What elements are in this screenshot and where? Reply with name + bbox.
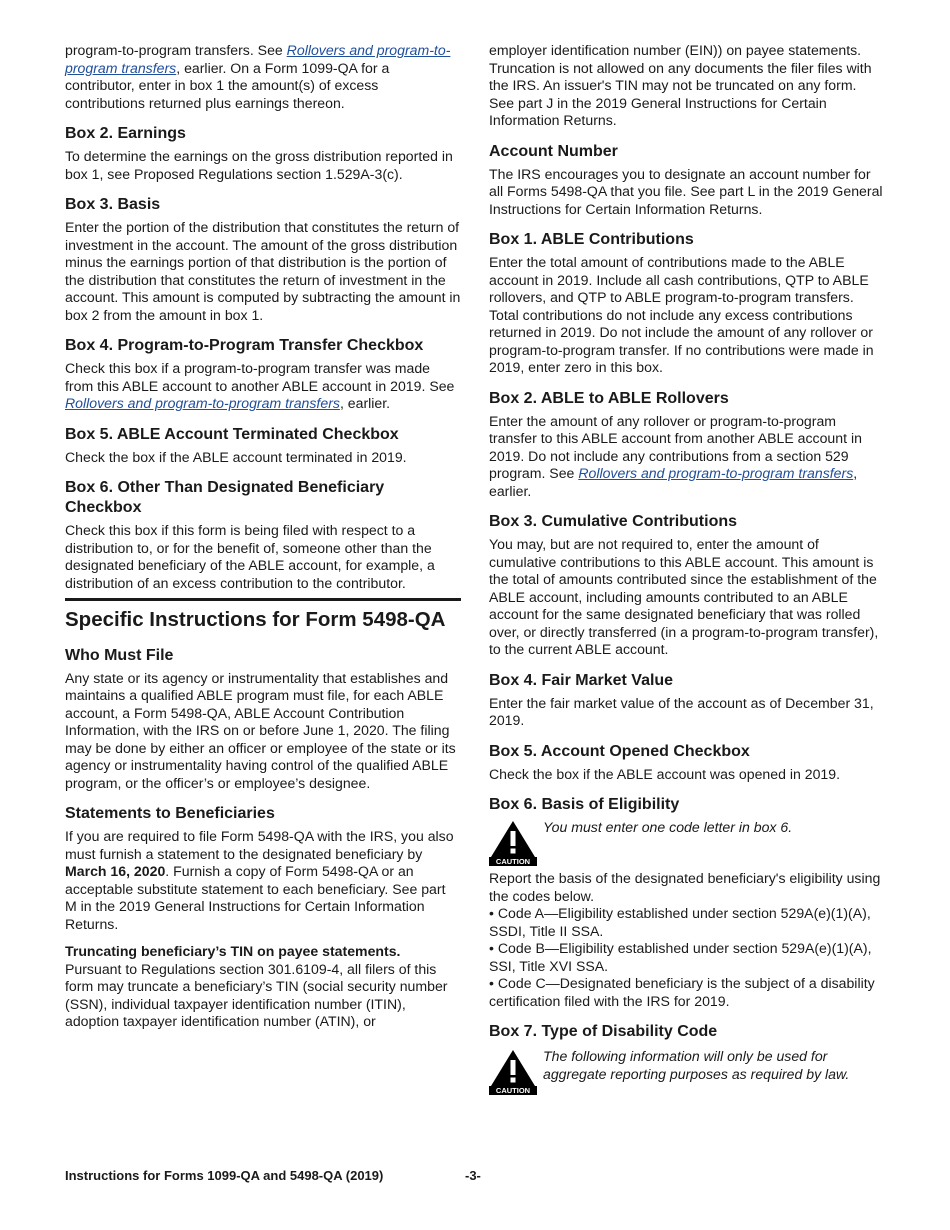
left-column [65,42,461,1031]
page-number: -3- [465,1168,481,1183]
caution-note [489,1048,883,1095]
rollovers-link[interactable]: Rollovers and program-to-program transfers [578,465,854,481]
box6-eligibility-text: Report the basis of the designated beneficiary's eligibility using the codes below. [489,870,881,904]
intro-paragraph: program-to-program transfers. See Rollovers and program-to-program transfers, earlier. On a Form 1099-QA for a contributor, enter in box 1 the amount(s) of excess contributions returned plus earnings thereon. [65,42,451,111]
truncating-heading: Truncating beneficiary’s TIN on payee statements. [65,943,401,959]
box4-transfer-text: Check this box if a program-to-program transfer was made from this ABLE account to another ABLE account in 2019. See Rollovers and program-to-program transfers, earlier. [65,360,455,411]
tin-continued-text: employer identification number (EIN)) on payee statements. Truncation is not allowed on any documents the filer files with the IRS. An issuer's TIN may not be truncated on any form. See part J in the 2019 General Instructions for Certain Information Returns. [489,42,872,128]
who-must-file-heading: Who Must File [65,646,174,664]
caution-icon [489,819,537,866]
caution-icon [489,1048,537,1095]
account-number-text: The IRS encourages you to designate an account number for all Forms 5498-QA that you file. See part L in the 2019 General Instructions for Certain Information Returns. [489,165,883,217]
box6-eligibility-heading: Box 6. Basis of Eligibility [489,796,680,813]
account-number-heading: Account Number [489,142,618,160]
box7-disability-heading: Box 7. Type of Disability Code [489,1023,718,1040]
box1-contributions-heading: Box 1. ABLE Contributions [489,231,694,248]
box4-transfer-heading: Box 4. Program-to-Program Transfer Checkbox [65,337,424,354]
box5-terminated-text: Check the box if the ABLE account terminated in 2019. [65,448,407,465]
box3-cumulative-heading: Box 3. Cumulative Contributions [489,513,738,530]
box2-rollovers-text: Enter the amount of any rollover or program-to-program transfer to this ABLE account from another ABLE account in 2019. Do not include any contributions from a section 529 program. See Rollovers and program-to-program transfers, earlier. [489,412,862,499]
box6-other-text: Check this box if this form is being filed with respect to a distribution to, or for the benefit of, someone other than the designated beneficiary of the ABLE account, for example, a distribution of an excess contribution to the contributor. [65,522,435,591]
box3-basis-heading: Box 3. Basis [65,196,161,213]
box2-rollovers-heading: Box 2. ABLE to ABLE Rollovers [489,389,729,407]
section-title: Specific Instructions for Form 5498-QA [65,608,446,631]
caution-note [489,819,883,866]
deadline-date: March 16, 2020 [65,863,166,879]
box4-fmv-text: Enter the fair market value of the account as of December 31, 2019. [489,694,874,728]
code-c: • Code C—Designated beneficiary is the subject of a disability certification filed with the IRS for 2019. [489,975,875,1009]
box5-opened-text: Check the box if the ABLE account was opened in 2019. [489,765,841,782]
box5-opened-heading: Box 5. Account Opened Checkbox [489,742,750,760]
right-column [489,42,883,1099]
rollovers-link[interactable]: Rollovers and program-to-program transfers [65,395,340,411]
rollovers-link[interactable]: Rollovers and program-to-program transfers [65,42,451,76]
statements-heading: Statements to Beneficiaries [65,805,275,822]
footer-title: Instructions for Forms 1099-QA and 5498-QA (2019) [65,1168,384,1183]
code-a: • Code A—Eligibility established under section 529A(e)(1)(A), SSDI, Title II SSA. [489,905,871,939]
box6-other-heading: Box 6. Other Than Designated Beneficiary Checkbox [65,479,385,516]
box2-earnings-heading: Box 2. Earnings [65,125,186,142]
section-divider [65,598,461,601]
box3-basis-text: Enter the portion of the distribution that constitutes the return of investment in the account. The amount of the gross distribution minus the earnings portion of that distribution is the portion of the distribution that constitutes the return of investment in the account. This amount is computed by subtracting the amount in box 2 from the amount in box 1. [65,219,461,323]
box3-cumulative-text: You may, but are not required to, enter the amount of cumulative contributions to this ABLE account. This amount is the total of amounts contributed since the establishment of the ABLE account, including amounts contributed to an ABLE account for the same designated beneficiary that was rolled over, or directly transferred (in a program-to-program transfer), to the current ABLE account. [489,536,879,657]
code-b: • Code B—Eligibility established under section 529A(e)(1)(A), SSI, Title XVI SSA. [489,940,872,974]
box5-terminated-heading: Box 5. ABLE Account Terminated Checkbox [65,425,399,443]
svg-text:CAUTION: CAUTION [495,857,531,866]
caution-text: You must enter one code letter in box 6. [543,819,793,835]
box2-earnings-text: To determine the earnings on the gross distribution reported in box 1, see Proposed Regulations section 1.529A-3(c). [65,148,453,182]
caution-text: The following information will only be used for aggregate reporting purposes as required by law. [543,1048,850,1082]
svg-text:CAUTION: CAUTION [495,1086,531,1095]
who-must-file-text: Any state or its agency or instrumentality that establishes and maintains a qualified ABLE program must file, for each ABLE account, a Form 5498-QA, ABLE Account Contribution Information, with the IRS on or before June 1, 2020. The filing may be done by either an officer or employee of the state or its agency or instrumentality having control of the qualified ABLE program, or the officer’s or employee’s designee. [65,669,456,791]
truncating-paragraph: Truncating beneficiary’s TIN on payee statements. Pursuant to Regulations section 301.6109-4, all filers of this form may truncate a beneficiary’s TIN (social security number (SSN), individual taxpayer identification number (ITIN), adoption taxpayer identification number (ATIN), or [65,943,448,1029]
box1-contributions-text: Enter the total amount of contributions made to the ABLE account in 2019. Include all cash contributions, QTP to ABLE rollovers, and QTP to ABLE program-to-program transfers. Total contributions do not include any excess contributions returned in 2019. Do not include the amount of any rollover or program-to-program transfer. If no contributions were made in 2019, enter zero in this box. [489,254,874,375]
statements-text: If you are required to file Form 5498-QA with the IRS, you also must furnish a statement to the designated beneficiary by March 16, 2020. Furnish a copy of Form 5498-QA or an acceptable substitute statement to each beneficiary. See part M in the 2019 General Instructions for Certain Information Returns. [65,828,454,932]
box4-fmv-heading: Box 4. Fair Market Value [489,671,674,689]
page-footer [65,1168,885,1183]
